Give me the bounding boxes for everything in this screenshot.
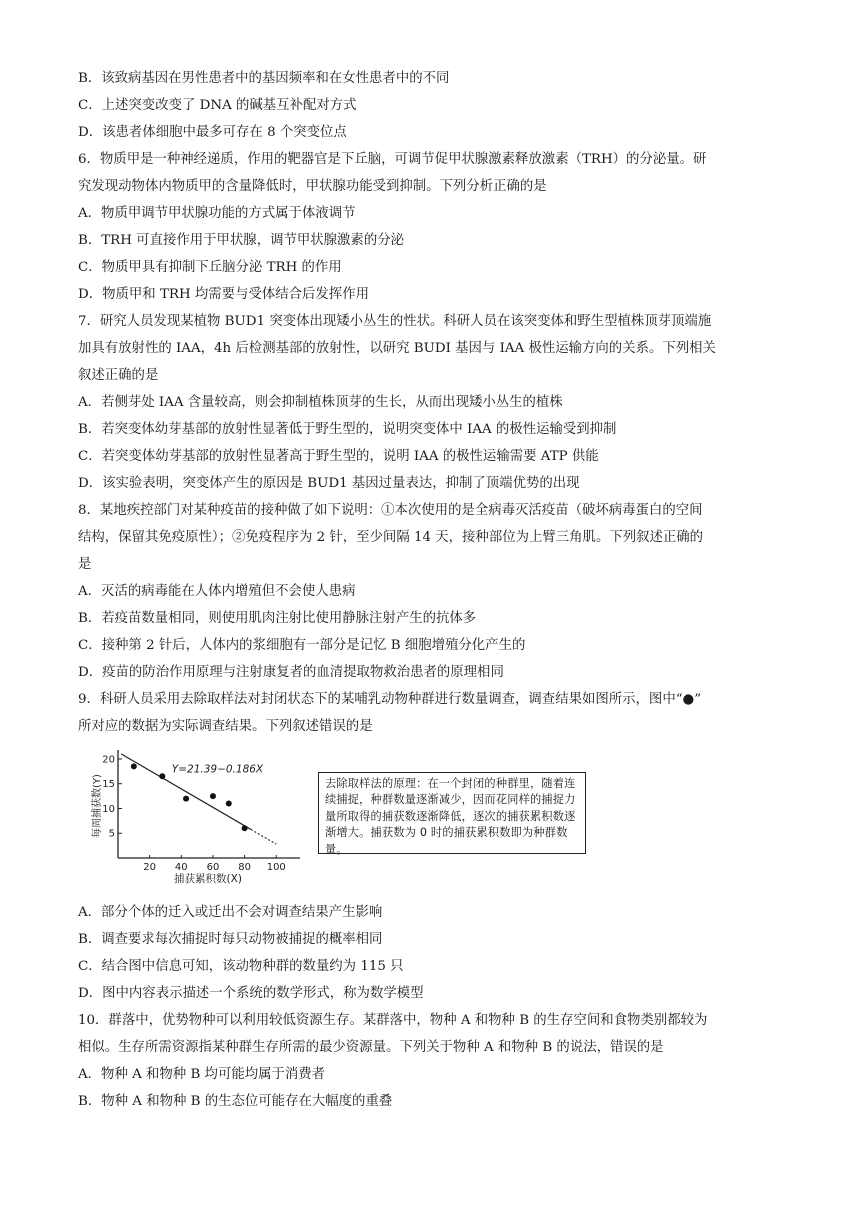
x-tick-label: 20 [143, 862, 157, 873]
q9-option-d: D．图中内容表示描述一个系统的数学形式，称为数学模型 [78, 986, 424, 1001]
q8-option-d: D．疫苗的防治作用原理与注射康复者的血清提取物救治患者的原理相同 [78, 665, 504, 680]
q5-option-c: C．上述突变改变了 DNA 的碱基互补配对方式 [78, 98, 357, 113]
y-tick-label: 15 [102, 779, 115, 791]
q8-stem-1: 8．某地疾控部门对某种疫苗的接种做了如下说明：①本次使用的是全病毒灭活疫苗（破坏病毒蛋白的空间 [78, 503, 703, 518]
q7-option-a: A．若侧芽处 IAA 含量较高，则会抑制植株顶芽的生长，从而出现矮小丛生的植株 [78, 395, 563, 410]
y-tick-label: 5 [108, 828, 115, 840]
data-point [210, 793, 216, 799]
q8-option-c: C．接种第 2 针后，人体内的浆细胞有一部分是记忆 B 细胞增殖分化产生的 [78, 638, 526, 653]
q6-option-c: C．物质甲具有抑制下丘脑分泌 TRH 的作用 [78, 260, 342, 275]
y-tick-label: 20 [102, 754, 115, 766]
data-point [183, 796, 189, 802]
x-axis-label: 捕获累积数(X) [174, 873, 242, 885]
q6-option-d: D．物质甲和 TRH 均需要与受体结合后发挥作用 [78, 287, 369, 302]
regression-extension [251, 829, 276, 844]
q7-stem-3: 叙述正确的是 [78, 368, 159, 383]
q8-stem-2: 结构，保留其免疫原性）；②免疫程序为 2 针，至少间隔 14 天，接种部位为上臂三角肌。下列叙述正确的 [78, 530, 704, 545]
q6-option-a: A．物质甲调节甲状腺功能的方式属于体液调节 [78, 206, 356, 221]
q9-option-b: B．调查要求每次捕捉时每只动物被捕捉的概率相同 [78, 932, 383, 947]
q5-option-b: B．该致病基因在男性患者中的基因频率和在女性患者中的不同 [78, 71, 450, 86]
q7-stem-2: 加具有放射性的 IAA，4h 后检测基部的放射性，以研究 BUDI 基因与 IAA 极性运输方向的关系。下列相关 [78, 341, 716, 356]
data-point [159, 773, 165, 779]
q9-stem-2: 所对应的数据为实际调查结果。下列叙述错误的是 [78, 719, 373, 734]
data-point [226, 801, 232, 807]
q9-option-a: A．部分个体的迁入或迁出不会对调查结果产生影响 [78, 905, 383, 920]
method-note-box: 去除取样法的原理：在一个封闭的种群里，随着连续捕捉，种群数量逐渐减少，因而花同样的捕捉力量所取得的捕获数逐渐降低，逐次的捕获累积数逐渐增大。捕获数为 0 时的捕获累积数即为种群数量。 [318, 772, 586, 854]
q8-option-b: B．若疫苗数量相同，则使用肌肉注射比使用静脉注射产生的抗体多 [78, 611, 477, 626]
y-axis-label: 每周捕获数(Y) [92, 774, 103, 838]
x-tick-label: 80 [238, 862, 251, 873]
q5-option-d: D．该患者体细胞中最多可存在 8 个突变位点 [78, 125, 347, 140]
q9-option-c: C．结合图中信息可知，该动物种群的数量约为 115 只 [78, 959, 404, 974]
q10-stem-2: 相似。生存所需资源指某种群生存所需的最少资源量。下列关于物种 A 和物种 B 的说法，错误的是 [78, 1040, 664, 1055]
q6-option-b: B．TRH 可直接作用于甲状腺，调节甲状腺激素的分泌 [78, 233, 404, 248]
q10-option-a: A．物种 A 和物种 B 均可能均属于消费者 [78, 1067, 326, 1082]
x-tick-label: 60 [206, 862, 220, 873]
q6-stem-2: 究发现动物体内物质甲的含量降低时，甲状腺功能受到抑制。下列分析正确的是 [78, 179, 547, 194]
data-point [131, 763, 137, 769]
data-point [242, 825, 248, 831]
q7-option-d: D．该实验表明，突变体产生的原因是 BUD1 基因过量表达，抑制了顶端优势的出现 [78, 476, 580, 491]
q7-option-b: B．若突变体幼芽基部的放射性显著低于野生型的，说明突变体中 IAA 的极性运输受到抑制 [78, 422, 617, 437]
q8-option-a: A．灭活的病毒能在人体内增殖但不会使人患病 [78, 584, 356, 599]
q7-stem-1: 7．研究人员发现某植物 BUD1 突变体出现矮小丛生的性状。科研人员在该突变体和野生型植株顶芽顶端施 [78, 314, 712, 329]
q9-figure [90, 744, 610, 886]
regression-equation: Y=21.39−0.186X [171, 763, 264, 776]
q8-stem-3: 是 [78, 557, 92, 572]
x-tick-label: 100 [266, 862, 286, 873]
q7-option-c: C．若突变体幼芽基部的放射性显著高于野生型的，说明 IAA 的极性运输需要 ATP 供能 [78, 449, 599, 464]
y-tick-label: 10 [102, 803, 115, 815]
q10-option-b: B．物种 A 和物种 B 的生态位可能存在大幅度的重叠 [78, 1094, 393, 1109]
q10-stem-1: 10．群落中，优势物种可以利用较低资源生存。某群落中，物种 A 和物种 B 的生存空间和食物类别都较为 [78, 1013, 708, 1028]
x-tick-label: 40 [174, 862, 188, 873]
q9-stem-1: 9．科研人员采用去除取样法对封闭状态下的某哺乳动物种群进行数量调查，调查结果如图所示，图中“●” [78, 692, 702, 707]
q6-stem-1: 6．物质甲是一种神经递质，作用的靶器官是下丘脑，可调节促甲状腺激素释放激素（TRH）的分泌量。研 [78, 152, 707, 167]
scatter-chart [90, 744, 310, 886]
